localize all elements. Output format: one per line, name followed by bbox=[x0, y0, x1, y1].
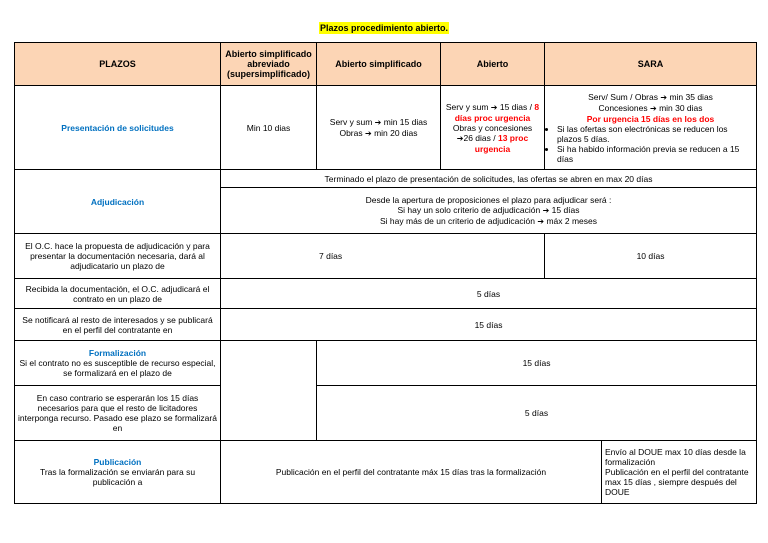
recibida-v: 5 días bbox=[221, 279, 757, 309]
sara-list bbox=[548, 124, 753, 164]
header-plazos: PLAZOS bbox=[15, 43, 221, 86]
caso-blank bbox=[221, 386, 317, 441]
list-item: • Si las ofertas son electrónicas se reducen los plazos 5 días. bbox=[557, 124, 753, 144]
title-wrap bbox=[0, 18, 768, 36]
header-simplificado: Abierto simplificado bbox=[317, 43, 441, 86]
row-publicacion bbox=[15, 441, 757, 504]
arrow-icon: ➔ bbox=[660, 92, 668, 102]
list-item: • Si ha habido información previa se reducen a 15 días bbox=[557, 144, 753, 164]
recibida-label: Recibida la documentación, el O.C. adjudicará el contrato en un plazo de bbox=[15, 279, 221, 309]
formalizacion-label: Formalización bbox=[88, 348, 147, 358]
row-notificara bbox=[15, 309, 757, 341]
row-recibida bbox=[15, 279, 757, 309]
propuesta-v2: 10 días bbox=[545, 234, 757, 279]
arrow-icon: ➔ bbox=[364, 128, 372, 138]
arrow-icon: ➔ bbox=[490, 102, 498, 112]
row-caso bbox=[15, 386, 757, 441]
adjudicacion-row2: Desde la apertura de proposiciones el plazo para adjudicar será : Si hay un solo criterio de adjudicación ➔ 15 días Si hay más de un criterio de adjudicación ➔ máx 2 meses bbox=[221, 188, 757, 234]
row-presentacion bbox=[15, 86, 757, 170]
formalizacion-cell bbox=[15, 341, 221, 386]
header-abierto: Abierto bbox=[441, 43, 545, 86]
adjudicacion-label: Adjudicación bbox=[15, 170, 221, 234]
notificara-label: Se notificará al resto de interesados y se publicará en el perfil del contratante en bbox=[15, 309, 221, 341]
sara-urgencia: Por urgencia 15 días en los dos bbox=[586, 113, 715, 124]
propuesta-label: El O.C. hace la propuesta de adjudicación y para presentar la documentación necesaria, dará al adjudicatario un plazo de bbox=[15, 234, 221, 279]
publicacion-v: Publicación en el perfil del contratante máx 15 días tras la formalización bbox=[221, 441, 602, 504]
formalizacion-v: 15 días bbox=[317, 341, 757, 386]
publicacion-label: Publicación bbox=[93, 457, 142, 467]
notificara-v: 15 días bbox=[221, 309, 757, 341]
arrow-icon: ➔ bbox=[542, 205, 550, 215]
header-sara: SARA bbox=[545, 43, 757, 86]
arrow-icon: ➔ bbox=[537, 216, 545, 226]
publicacion-text: Tras la formalización se enviarán para su publicación a bbox=[39, 467, 196, 487]
row-formalizacion bbox=[15, 341, 757, 386]
presentacion-abierto: Serv y sum ➔ 15 dias / 8 días proc urgencia Obras y concesiones ➔26 dias / 13 proc urgencia bbox=[441, 86, 545, 170]
presentacion-sara: Serv/ Sum / Obras ➔ min 35 dias Concesiones ➔ min 30 dias Por urgencia 15 días en los dos • Si las ofertas son electrónicas se reducen los plazos 5 días. • Si ha habido información previa se reducen a 15 días bbox=[545, 86, 757, 170]
formalizacion-text: Si el contrato no es susceptible de recurso especial, se formalizará en el plazo de bbox=[19, 358, 216, 378]
presentacion-label: Presentación de solicitudes bbox=[15, 86, 221, 170]
publicacion-sara: Envío al DOUE max 10 días desde la formalización Publicación en el perfil del contratante max 15 días , siempre después del DOUE bbox=[602, 441, 757, 504]
page-title: Plazos procedimiento abierto. bbox=[319, 23, 449, 33]
row-propuesta bbox=[15, 234, 757, 279]
arrow-icon: ➔ bbox=[649, 103, 657, 113]
row-adjudicacion-1 bbox=[15, 170, 757, 188]
publicacion-cell bbox=[15, 441, 221, 504]
formalizacion-blank bbox=[221, 341, 317, 386]
presentacion-simplificado: Serv y sum ➔ min 15 dias Obras ➔ min 20 dias bbox=[317, 86, 441, 170]
presentacion-abreviado: Min 10 dias bbox=[221, 86, 317, 170]
caso-v: 5 días bbox=[317, 386, 757, 441]
caso-label: En caso contrario se esperarán los 15 días necesarios para que el resto de licitadores interponga recurso. Pasado ese plazo se formalizará en bbox=[15, 386, 221, 441]
arrow-icon: ➔ bbox=[456, 133, 464, 143]
header-row bbox=[15, 43, 757, 86]
header-abreviado: Abierto simplificado abreviado (supersimplificado) bbox=[221, 43, 317, 86]
plazos-table bbox=[14, 42, 757, 504]
adjudicacion-row1: Terminado el plazo de presentación de solicitudes, las ofertas se abren en max 20 días bbox=[221, 170, 757, 188]
arrow-icon: ➔ bbox=[374, 117, 382, 127]
propuesta-v1: 7 días bbox=[221, 234, 545, 279]
